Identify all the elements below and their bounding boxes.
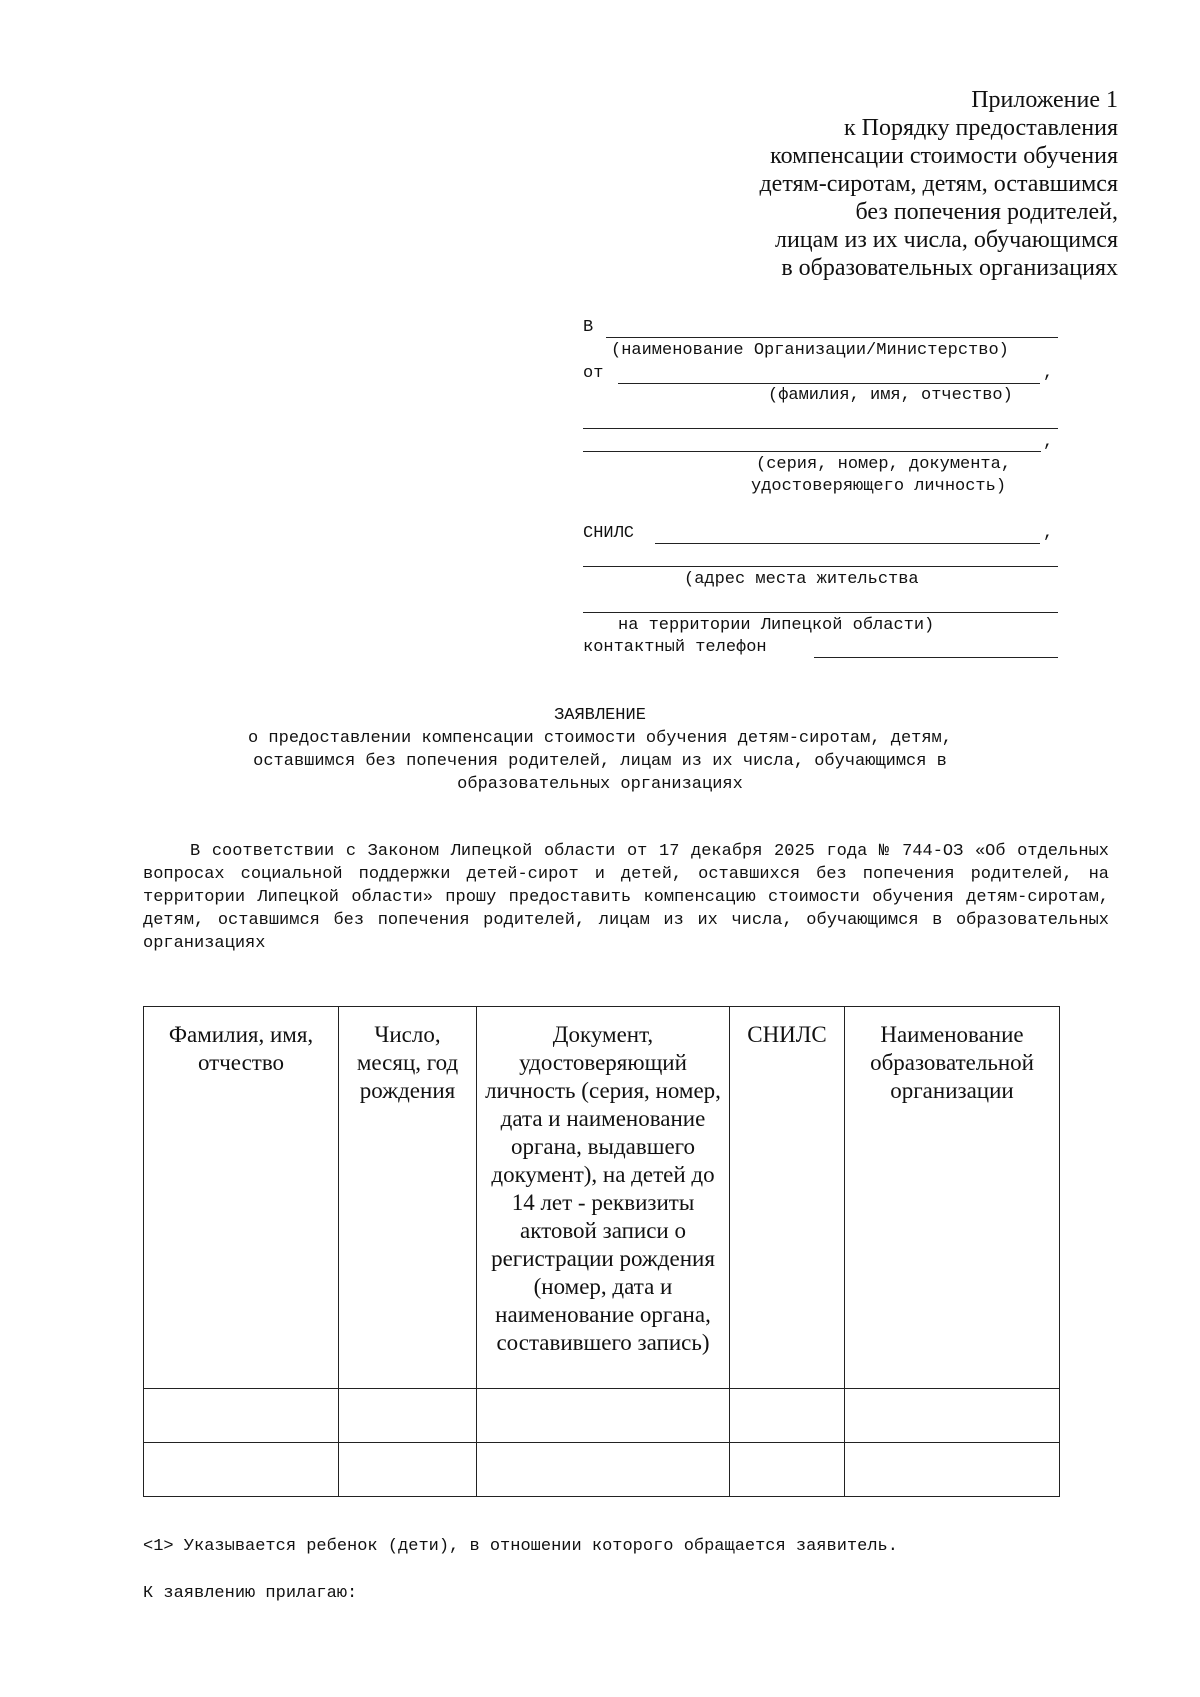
document-field-line-2[interactable] bbox=[583, 451, 1041, 452]
table-cell[interactable] bbox=[730, 1443, 845, 1497]
appendix-line: детям-сиротам, детям, оставшимся bbox=[759, 171, 1118, 197]
table-cell[interactable] bbox=[339, 1443, 477, 1497]
header-birth-date: Число, месяц, год рождения bbox=[339, 1007, 477, 1389]
statement-subtitle-line: о предоставлении компенсации стоимости обучения детям-сиротам, детям, bbox=[248, 729, 952, 748]
appendix-line: лицам из их числа, обучающимся bbox=[774, 227, 1118, 253]
table-row bbox=[144, 1443, 1060, 1497]
address-field-line-2[interactable] bbox=[583, 612, 1058, 613]
table-cell[interactable] bbox=[339, 1389, 477, 1443]
statement-subtitle-line: образовательных организациях bbox=[457, 775, 743, 794]
statement-subtitle-line: оставшимся без попечения родителей, лицам из их числа, обучающимся в bbox=[253, 752, 947, 771]
phone-field[interactable] bbox=[814, 657, 1058, 658]
header-snils: СНИЛС bbox=[730, 1007, 845, 1389]
header-identity-document: Документ, удостоверяющий личность (серия, номер, дата и наименование органа, выдавшего документ), на детей до 14 лет - реквизиты актовой записи о регистрации рождения (номер, дата и наименование органа, составившего запись) bbox=[477, 1007, 730, 1389]
table-header-row bbox=[144, 1007, 1060, 1389]
organization-caption: (наименование Организации/Министерство) bbox=[611, 341, 1009, 360]
statement-body-text: В соответствии с Законом Липецкой области от 17 декабря 2025 года № 744-ОЗ «Об отдельных вопросах социальной поддержки детей-сирот и детей, оставшихся без попечения родителей, на территории Липецкой области» прошу предоставить компенсацию стоимости обучения детям-сиротам, детям, оставшимся без попечения родителей, лицам из их числа, обучающимся в образовательных организациях bbox=[143, 842, 1109, 953]
table-cell[interactable] bbox=[845, 1389, 1060, 1443]
attachments-label: К заявлению прилагаю: bbox=[143, 1584, 358, 1603]
header-full-name: Фамилия, имя, отчество bbox=[144, 1007, 339, 1389]
appendix-line: компенсации стоимости обучения bbox=[770, 143, 1118, 169]
document-caption: удостоверяющего личность) bbox=[751, 477, 1007, 496]
comma: , bbox=[1043, 433, 1054, 452]
to-prefix: В bbox=[583, 318, 594, 337]
table-cell[interactable] bbox=[144, 1389, 339, 1443]
document-field-line-1[interactable] bbox=[583, 428, 1058, 429]
appendix-line: Приложение 1 bbox=[971, 87, 1118, 113]
document-caption: (серия, номер, документа, bbox=[756, 455, 1012, 474]
appendix-header bbox=[759, 86, 1118, 282]
applicant-name-field[interactable] bbox=[618, 383, 1040, 384]
table-cell[interactable] bbox=[845, 1443, 1060, 1497]
statement-heading: ЗАЯВЛЕНИЕ bbox=[554, 706, 646, 725]
snils-label: СНИЛС bbox=[583, 524, 635, 543]
name-caption: (фамилия, имя, отчество) bbox=[768, 386, 1013, 405]
address-field-line-1[interactable] bbox=[583, 566, 1058, 567]
phone-label: контактный телефон bbox=[583, 638, 767, 657]
children-table bbox=[143, 1006, 1060, 1497]
header-educational-organization: Наименование образовательной организации bbox=[845, 1007, 1060, 1389]
from-prefix: от bbox=[583, 364, 604, 383]
address-caption: (адрес места жительства bbox=[684, 570, 919, 589]
snils-field[interactable] bbox=[655, 543, 1040, 544]
appendix-line: к Порядку предоставления bbox=[843, 115, 1118, 141]
comma: , bbox=[1043, 364, 1054, 383]
table-row bbox=[144, 1389, 1060, 1443]
organization-field[interactable] bbox=[606, 337, 1058, 338]
table-cell[interactable] bbox=[144, 1443, 339, 1497]
statement-body bbox=[143, 840, 1109, 955]
address-caption: на территории Липецкой области) bbox=[618, 616, 935, 635]
comma: , bbox=[1043, 524, 1054, 543]
footnote: <1> Указывается ребенок (дети), в отношении которого обращается заявитель. bbox=[143, 1537, 898, 1556]
table-cell[interactable] bbox=[730, 1389, 845, 1443]
appendix-line: в образовательных организациях bbox=[781, 255, 1118, 281]
statement-title bbox=[140, 704, 1060, 796]
table-cell[interactable] bbox=[477, 1389, 730, 1443]
appendix-line: без попечения родителей, bbox=[855, 199, 1118, 225]
table-cell[interactable] bbox=[477, 1443, 730, 1497]
